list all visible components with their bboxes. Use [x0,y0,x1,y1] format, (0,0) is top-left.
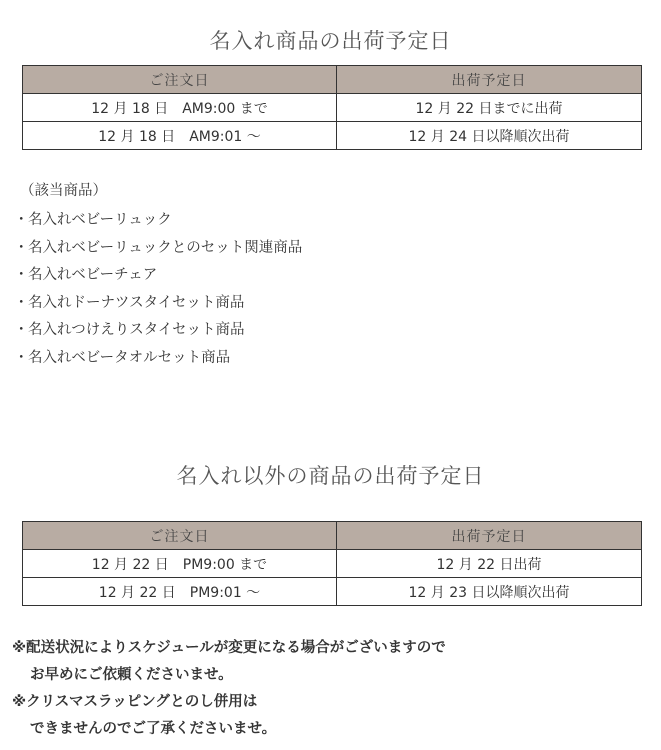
table-row [23,578,642,606]
order-date-cell: 12 月 18 日 AM9:00 まで [23,94,337,122]
list-item [14,262,302,290]
table-header-row [23,522,642,550]
other-items-schedule-table [22,521,642,606]
note-line: ※配送状況によりスケジュールが変更になる場合がございますので [12,640,446,656]
section-title-named-items: 名入れ商品の出荷予定日 [209,29,452,53]
bullet: ・ [14,239,29,256]
list-item [14,290,302,318]
bullet: ・ [14,267,29,284]
ship-date-cell: 12 月 23 日以降順次出荷 [337,578,642,606]
ship-date-cell: 12 月 22 日出荷 [337,550,642,578]
table-row [23,550,642,578]
product-name: 名入れベビータオルセット商品 [28,349,231,366]
ship-date-header: 出荷予定日 [337,522,642,550]
order-date-cell: 12 月 22 日 PM9:01 ～ [23,578,337,606]
ship-date-header: 出荷予定日 [337,66,642,94]
product-name: 名入れベビーチェア [28,267,158,284]
named-items-schedule-table [22,65,642,150]
ship-date-cell: 12 月 24 日以降順次出荷 [337,122,642,150]
list-item [14,345,302,373]
order-date-header: ご注文日 [23,522,337,550]
notes-block [12,635,446,743]
note-line: ※クリスマスラッピングとのし併用は [12,694,258,710]
note-line: できませんのでご了承くださいませ。 [30,721,277,737]
bullet: ・ [14,349,29,366]
order-date-cell: 12 月 18 日 AM9:01 ～ [23,122,337,150]
bullet: ・ [14,322,29,339]
bullet: ・ [14,294,29,311]
bullet: ・ [14,212,29,228]
ship-date-cell: 12 月 22 日までに出荷 [337,94,642,122]
applicable-products-list [14,180,302,373]
section-title-other-items: 名入れ以外の商品の出荷予定日 [176,464,485,488]
product-name: 名入れドーナツスタイセット商品 [28,294,245,311]
note-line: お早めにご依頼くださいませ。 [30,667,233,683]
table-row [23,94,642,122]
table-row [23,122,642,150]
table-header-row [23,66,642,94]
list-item [14,235,302,263]
order-date-cell: 12 月 22 日 PM9:00 まで [23,550,337,578]
order-date-header: ご注文日 [23,66,337,94]
product-name: 名入れベビーリュックとのセット関連商品 [28,239,303,256]
list-item [14,207,302,235]
product-name: 名入れつけえりスタイセット商品 [28,322,245,339]
products-heading: （該当商品） [20,183,107,199]
list-item [14,317,302,345]
product-name: 名入れベビーリュック [28,212,172,228]
